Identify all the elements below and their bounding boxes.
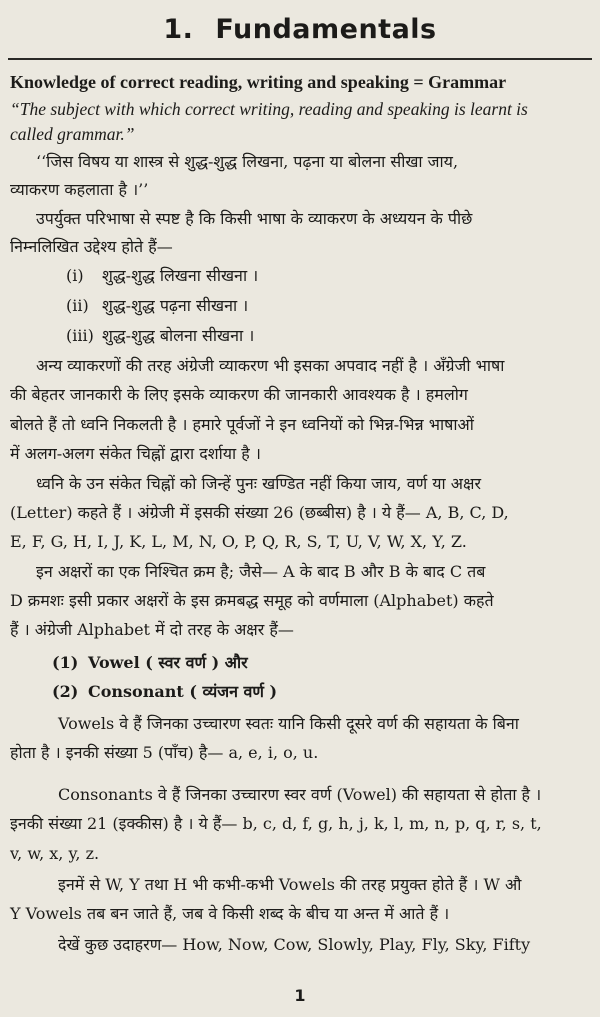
list-item-speaking (66, 325, 254, 347)
list-marker: (iii) (66, 326, 94, 345)
paragraph-consonants-line-2: इनकी संख्या 21 (इक्कीस) है । ये हैं— b, c, d, f, g, h, j, k, l, m, n, p, q, r, s, t, (10, 814, 542, 833)
hindi-definition-line-2: व्याकरण कहलाता है ।’’ (10, 180, 149, 199)
list-item-reading (66, 295, 248, 317)
letter-type-text: Vowel ( स्वर वर्ण ) और (88, 653, 248, 672)
paragraph-purpose-line-2: निम्नलिखित उद्देश्य होते हैं— (10, 237, 173, 256)
letter-type-consonant (52, 681, 277, 703)
chapter-title: Fundamentals (215, 14, 437, 45)
letter-type-vowel (52, 652, 248, 674)
paragraph-vowels-line-1: Vowels वे हैं जिनका उच्चारण स्वतः यानि किसी दूसरे वर्ण की सहायता के बिना (58, 714, 519, 733)
paragraph-english-line-3: बोलते हैं तो ध्वनि निकलती है । हमारे पूर्वजों ने इन ध्वनियों को भिन्न-भिन्न भाषाओं (10, 415, 474, 434)
list-item-text: शुद्ध-शुद्ध बोलना सीखना । (102, 326, 255, 345)
paragraph-english-line-1: अन्य व्याकरणों की तरह अंग्रेजी व्याकरण भी इसका अपवाद नहीं है । अँग्रेजी भाषा (36, 356, 505, 375)
page-number: 1 (294, 986, 306, 1005)
definition-heading: Knowledge of correct reading, writing and speaking = Grammar (10, 72, 507, 92)
paragraph-alphabet-line-3: हैं । अंग्रेजी Alphabet में दो तरह के अक्षर हैं— (10, 620, 294, 639)
list-item-writing (66, 265, 258, 287)
paragraph-consonants-line-1: Consonants वे हैं जिनका उच्चारण स्वर वर्ण (Vowel) की सहायता से होता है । (58, 785, 542, 804)
letter-type-text: Consonant ( व्यंजन वर्ण ) (88, 682, 278, 701)
list-marker: (2) (52, 682, 79, 701)
paragraph-letters-line-1: ध्वनि के उन संकेत चिह्नों को जिन्हें पुनः खण्डित नहीं किया जाय, वर्ण या अक्षर (36, 474, 482, 493)
paragraph-purpose-line-1: उपर्युक्त परिभाषा से स्पष्ट है कि किसी भाषा के व्याकरण के अध्ययन के पीछे (36, 209, 473, 228)
list-marker: (1) (52, 653, 79, 672)
english-definition-line-1: “The subject with which correct writing, reading and speaking is learnt is (10, 99, 528, 119)
paragraph-letters-line-2: (Letter) कहते हैं । अंग्रेजी में इसकी संख्या 26 (छब्बीस) है । ये हैं— A, B, C, D, (10, 503, 509, 522)
paragraph-english-line-4: में अलग-अलग संकेत चिह्नों द्वारा दर्शाया है । (10, 444, 261, 463)
chapter-number: 1. (163, 14, 194, 45)
paragraph-alphabet-line-2: D क्रमशः इसी प्रकार अक्षरों के इस क्रमबद्ध समूह को वर्णमाला (Alphabet) कहते (10, 591, 494, 610)
chapter-heading (0, 14, 600, 45)
list-marker: (i) (66, 266, 84, 285)
paragraph-semivowels-line-1: इनमें से W, Y तथा H भी कभी-कभी Vowels की तरह प्रयुक्त होते हैं । W औ (58, 875, 522, 894)
list-item-text: शुद्ध-शुद्ध पढ़ना सीखना । (102, 296, 249, 315)
examples-line: देखें कुछ उदाहरण— How, Now, Cow, Slowly, Play, Fly, Sky, Fifty (58, 935, 531, 954)
list-marker: (ii) (66, 296, 89, 315)
heading-rule (8, 58, 592, 60)
list-item-text: शुद्ध-शुद्ध लिखना सीखना । (102, 266, 259, 285)
hindi-definition-line-1: ‘‘जिस विषय या शास्त्र से शुद्ध-शुद्ध लिखना, पढ़ना या बोलना सीखा जाय, (36, 152, 459, 171)
english-definition-line-2: called grammar.” (10, 124, 135, 144)
paragraph-vowels-line-2: होता है । इनकी संख्या 5 (पाँच) है— a, e, i, o, u. (10, 743, 319, 762)
paragraph-alphabet-line-1: इन अक्षरों का एक निश्चित क्रम है; जैसे— A के बाद B और B के बाद C तब (36, 562, 486, 581)
paragraph-english-line-2: की बेहतर जानकारी के लिए इसके व्याकरण की जानकारी आवश्यक है । हमलोग (10, 385, 468, 404)
paragraph-consonants-line-3: v, w, x, y, z. (10, 844, 100, 863)
paragraph-letters-line-3: E, F, G, H, I, J, K, L, M, N, O, P, Q, R, S, T, U, V, W, X, Y, Z. (10, 532, 467, 551)
paragraph-semivowels-line-2: Y Vowels तब बन जाते हैं, जब वे किसी शब्द के बीच या अन्त में आते हैं । (10, 904, 450, 923)
